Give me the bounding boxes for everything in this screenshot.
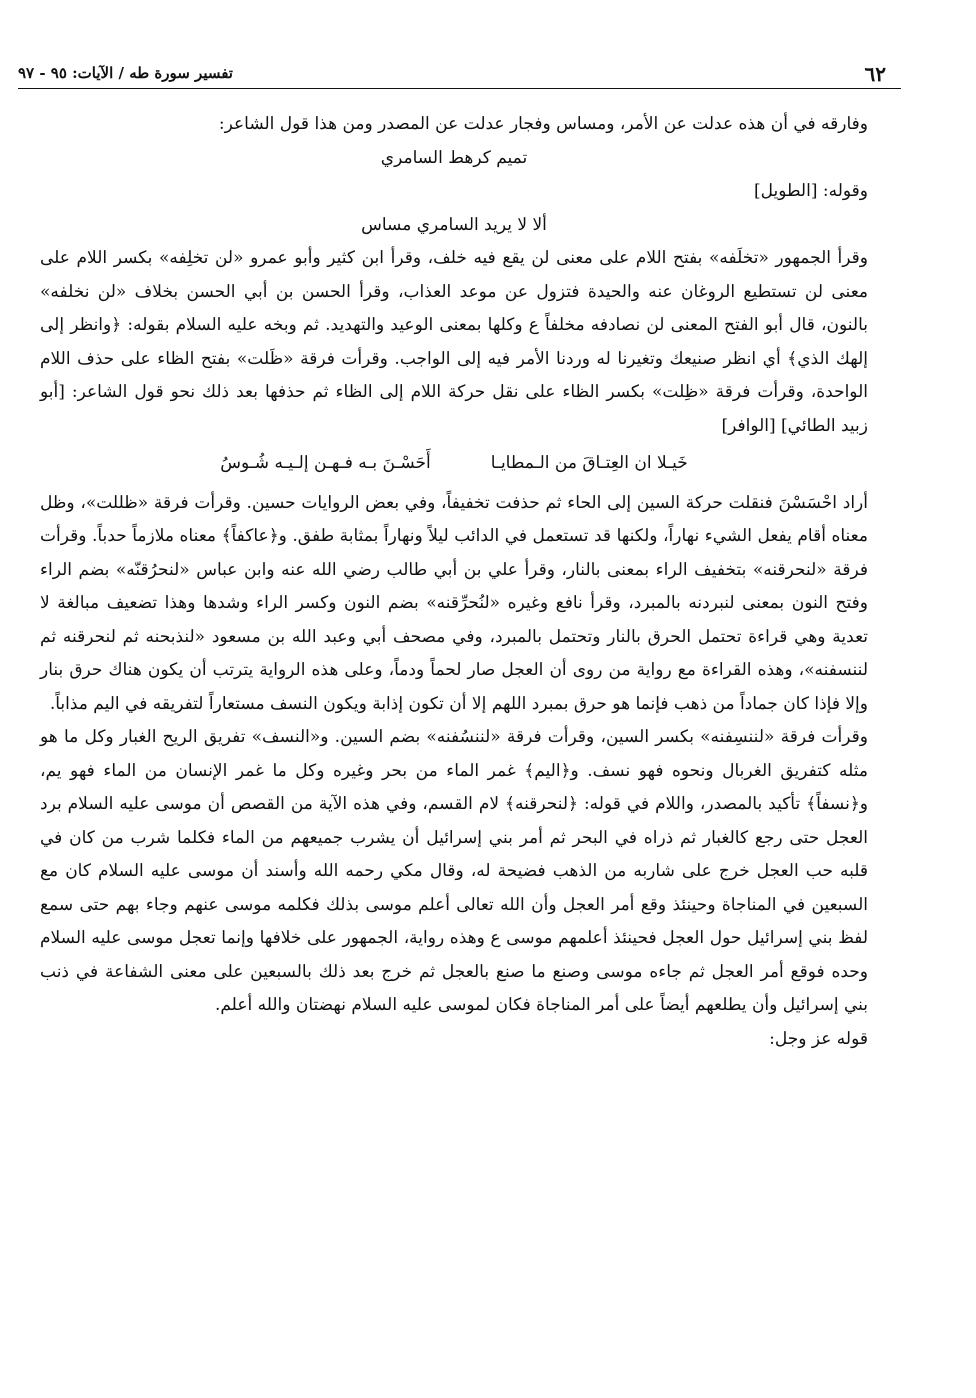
closing-line: قوله عز وجل: bbox=[769, 1028, 868, 1049]
paragraph-3: أراد احْسَسْنَ فنقلت حركة السين إلى الحاء ثم حذفت تخفيفاً، وفي بعض الروايات حسين. وقرأت فرقة «ظللت»، وظل معناه أقام يفعل الشيء نهاراً، ولكنها قد تستعمل في الدائب ليلاً ونهاراً بمثابة طفق. و﴿عاكفاً﴾ معناه ملازماً حدباً. وقرأت فرقة «لنحرقنه» بتخفيف الراء بمعنى بالنار، وقرأ علي بن أبي طالب رضي الله عنه وابن عباس «لنحرُقنّه» بضم الراء وفتح النون بمعنى لنبردنه بالمبرد، وقرأ نافع وغيره «لنُحرِّقنه» بضم النون وكسر الراء وشدها وهذا تضعيف مبالغة لا تعدية وهي قراءة تحتمل الحرق بالنار وتحتمل بالمبرد، وفي مصحف أبي وعبد الله بن مسعود «لنذبحنه ثم لنحرقنه ثم لننسفنه»، وهذه القراءة مع رواية من روى أن العجل صار لحماً ودماً، وعلى هذه الرواية يترتب أن يكون هناك حرق بنار وإلا فإذا كان جماداً من ذهب فإنما هو حرق بمبرد اللهم إلا أن تكون إذابة ويكون النسف مستعاراً لتفريقه في اليم مذاباً. bbox=[40, 492, 868, 714]
paragraph-1: وفارقه في أن هذه عدلت عن الأمر، ومساس وفجار عدلت عن المصدر ومن هذا قول الشاعر: bbox=[218, 114, 868, 134]
header-rule bbox=[18, 88, 901, 89]
paragraph-2: وقرأ الجمهور «تخلَفه» بفتح اللام على معنى لن يقع فيه خلف، وقرأ ابن كثير وأبو عمرو «لن تخلِفه» بكسر اللام على معنى لن تستطيع الروغان عنه والحيدة فتزول عن موعد العذاب، وقرأ الحسن بن أبي الحسن بخلاف «لن نخلفه» بالنون، قال أبو الفتح المعنى لن نصادفه مخلفاً ع وكلها بمعنى الوعيد والتهديد. ثم وبخه عليه السلام بقوله: ﴿وانظر إلى إلهك الذي﴾ أي انظر صنيعك وتغيرنا له وردنا الأمر فيه إلى الواجب. وقرأت فرقة «ظَلت» بفتح الظاء على حذف اللام الواحدة، وقرأت فرقة «ظِلت» بكسر الظاء على نقل حركة اللام إلى الظاء ثم حذفها بعد ذلك نحو قول الشاعر: [أبو زبيد الطائي] [الوافر] bbox=[40, 248, 868, 436]
verse-3-first-hemistich: خَيـلا ان العِتـاقَ من الـمطايـا bbox=[490, 453, 688, 473]
running-title: تفسير سورة طه / الآيات: ٩٥ - ٩٧ bbox=[18, 64, 233, 82]
verse-intro: وقوله: [الطويل] bbox=[753, 181, 868, 201]
page-number: ٦٢ bbox=[864, 62, 886, 86]
paragraph-4: وقرأت فرقة «لننسِفنه» بكسر السين، وقرأت فرقة «لننسُفنه» بضم السين. و«النسف» تفريق الريح الغبار وكل ما هو مثله كتفريق الغربال ونحوه فهو نسف. و﴿اليم﴾ غمر الماء من بحر وغيره وكل ما غمر الإنسان من الماء فهو يم، و﴿نسفاً﴾ تأكيد بالمصدر، واللام في قوله: ﴿لنحرقنه﴾ لام القسم، وفي هذه الآية من القصص أن موسى عليه السلام برد العجل حتى رجع كالغبار ثم ذراه في البحر ثم أمر بني إسرائيل أن يشرب جميعهم من الماء فكلما شرب من كان في قلبه حب العجل خرج على شاربه من الذهب فضيحة له، وقال مكي رحمه الله وأسند أن موسى عليه السلام كان مع السبعين في المناجاة وحينئذ وقع أمر العجل وأن الله تعالى أعلم موسى بذلك فكلمه موسى عنهم وجاء بهم حتى سمع لفظ بني إسرائيل حول العجل فحينئذ أعلمهم موسى ع وهذه رواية، الجمهور على خلافها وإنما تعجل موسى عليه السلام وحده فوقع أمر العجل ثم جاءه موسى وصنع ما صنع بالعجل ثم خرج بعد ذلك بالسبعين على معنى الشفاعة في ذنب بني إسرائيل وأن يطلعهم أيضاً على أمر المناجاة فكان لموسى عليه السلام نهضتان والله أعلم. bbox=[40, 727, 868, 1015]
verse-3-second-hemistich: أَحَسْـنَ بـه فـهـن إلـيـه شُـوسُ bbox=[220, 453, 431, 473]
page-header bbox=[18, 62, 886, 86]
verse-3 bbox=[40, 447, 868, 481]
page-body bbox=[40, 108, 868, 1056]
verse-2: ألا لا يريد السامري مساس bbox=[361, 214, 547, 235]
verse-1: تميم كرهط السامري bbox=[380, 147, 528, 168]
